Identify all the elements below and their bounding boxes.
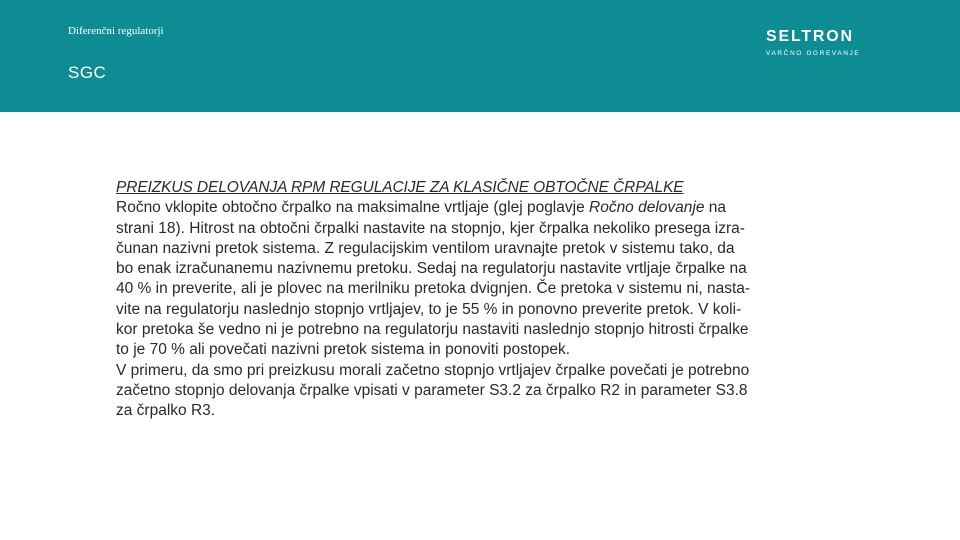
excerpt-line: vite na regulatorju naslednjo stopnjo vrtljajev, to je 55 % in ponovno preverite pretok. V koli- xyxy=(116,300,742,318)
scanned-manual-excerpt xyxy=(110,178,855,422)
excerpt-line: 40 % in preverite, ali je plovec na merilniku pretoka dvignjen. Če pretoka v sistemu ni, nasta- xyxy=(116,280,751,298)
excerpt-text: na xyxy=(704,199,727,217)
logo-tagline: VARČNO OGREVANJE xyxy=(766,50,861,57)
excerpt-line: to je 70 % ali povečati nazivni pretok sistema in ponoviti postopek. xyxy=(116,341,571,359)
slide-header xyxy=(0,0,960,112)
excerpt-line: V primeru, da smo pri preizkusu morali začetno stopnjo vrtljajev črpalke povečati je potrebno xyxy=(116,361,750,379)
excerpt-text: Ročno vklopite obtočno črpalko na maksimalne vrtljaje (glej poglavje xyxy=(116,199,589,217)
slide-title: SGC xyxy=(68,63,107,82)
excerpt-line: začetno stopnjo delovanja črpalke vpisati v parameter S3.2 za črpalko R2 in parameter S3.8 xyxy=(116,381,748,399)
section-kicker: Diferenčni regulatorji xyxy=(68,25,164,37)
excerpt-line: kor pretoka še vedno ni je potrebno na regulatorju nastaviti naslednjo stopnjo hitrosti črpalke xyxy=(116,321,749,339)
excerpt-emphasis: Ročno delovanje xyxy=(589,199,705,217)
excerpt-line: čunan nazivni pretok sistema. Z regulacijskim ventilom uravnajte pretok v sistemu tako, da xyxy=(116,239,735,257)
seltron-logo xyxy=(766,29,896,63)
excerpt-line xyxy=(116,198,855,218)
excerpt-line: za črpalko R3. xyxy=(116,402,216,420)
logo-wordmark: SELTRON xyxy=(766,28,854,45)
excerpt-heading: PREIZKUS DELOVANJA RPM REGULACIJE ZA KLASIČNE OBTOČNE ČRPALKE xyxy=(116,179,684,196)
excerpt-line: strani 18). Hitrost na obtočni črpalki nastavite na stopnjo, kjer črpalka nekoliko presega izra- xyxy=(116,219,745,237)
excerpt-line: bo enak izračunanemu nazivnemu pretoku. Sedaj na regulatorju nastavite vrtljaje črpalke na xyxy=(116,260,747,278)
